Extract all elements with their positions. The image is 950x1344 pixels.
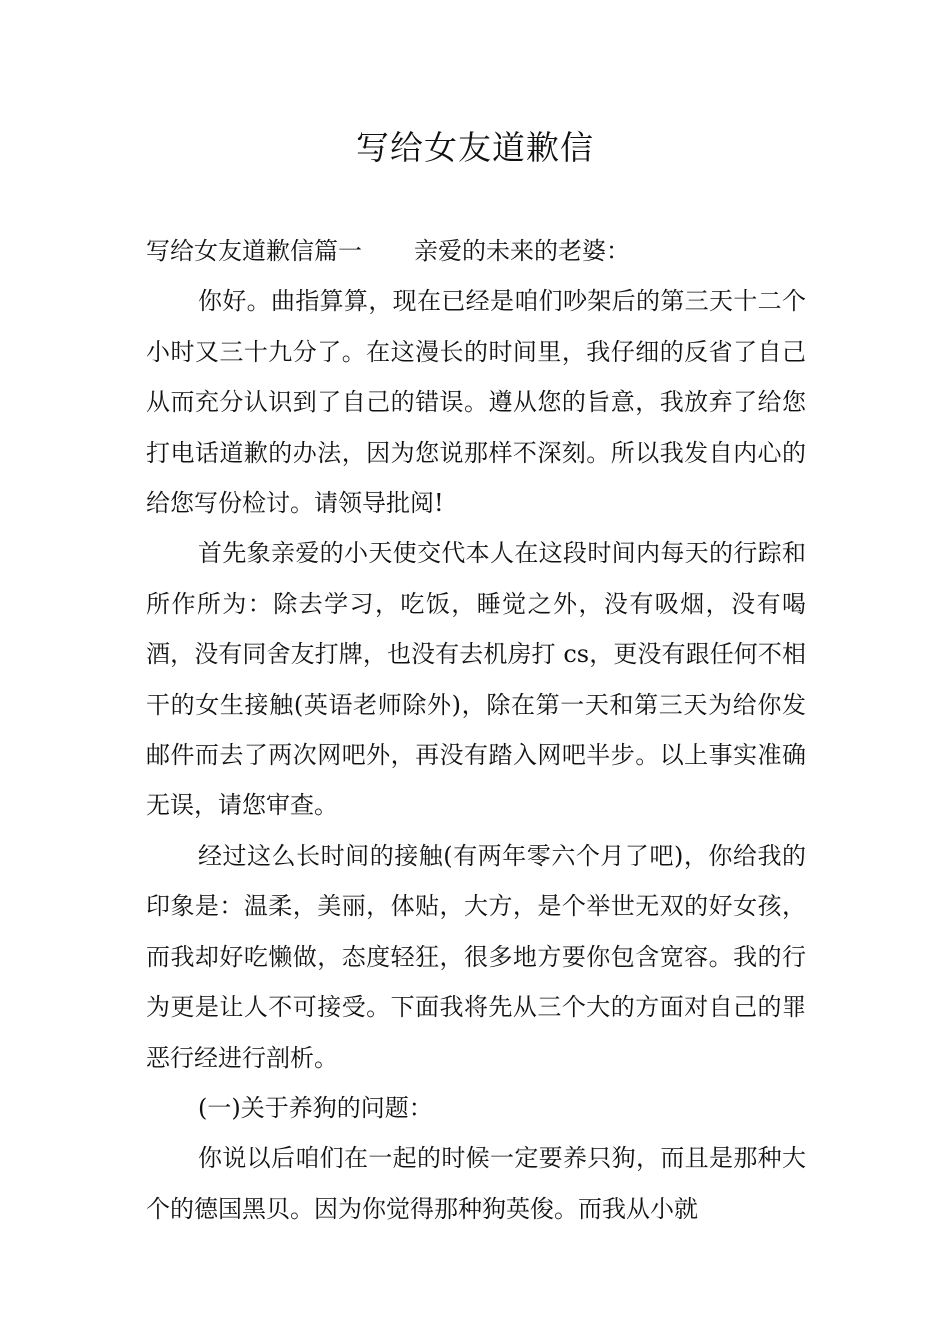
paragraph-greeting: 你好。曲指算算，现在已经是咱们吵架后的第三天十二个小时又三十九分了。在这漫长的时间里，我仔细的反省了自己从而充分认识到了自己的错误。遵从您的旨意，我放弃了给您打电话道歉的办法，因为您说那样不深刻。所以我发自内心的给您写份检讨。请领导批阅! xyxy=(146,287,806,518)
section-heading: 写给女友道歉信篇一 xyxy=(146,237,362,265)
paragraph-subheading-dog: (一)关于养狗的问题： xyxy=(198,1093,433,1122)
salutation: 亲爱的未来的老婆： xyxy=(414,237,630,265)
paragraph-dog-issue: 你说以后咱们在一起的时候一定要养只狗，而且是那种大个的德国黑贝。因为你觉得那种狗英俊。而我从小就 xyxy=(146,1144,806,1223)
section-heading-line xyxy=(146,226,806,276)
document-title: 写给女友道歉信 xyxy=(356,128,594,167)
document-body xyxy=(146,226,806,1234)
paragraph-daily-account: 首先象亲爱的小天使交代本人在这段时间内每天的行踪和所作所为：除去学习，吃饭，睡觉之外，没有吸烟，没有喝酒，没有同舍友打牌，也没有去机房打 cs，更没有跟任何不相干的女生接触(英语老师除外)，除在第一天和第三天为给你发邮件而去了两次网吧外，再没有踏入网吧半步。以上事实准确无误，请您审查。 xyxy=(146,539,806,820)
paragraph-impression: 经过这么长时间的接触(有两年零六个月了吧)，你给我的印象是：温柔，美丽，体贴，大方，是个举世无双的好女孩，而我却好吃懒做，态度轻狂，很多地方要你包含宽容。我的行为更是让人不可接受。下面我将先从三个大的方面对自己的罪恶行经进行剖析。 xyxy=(146,841,806,1072)
